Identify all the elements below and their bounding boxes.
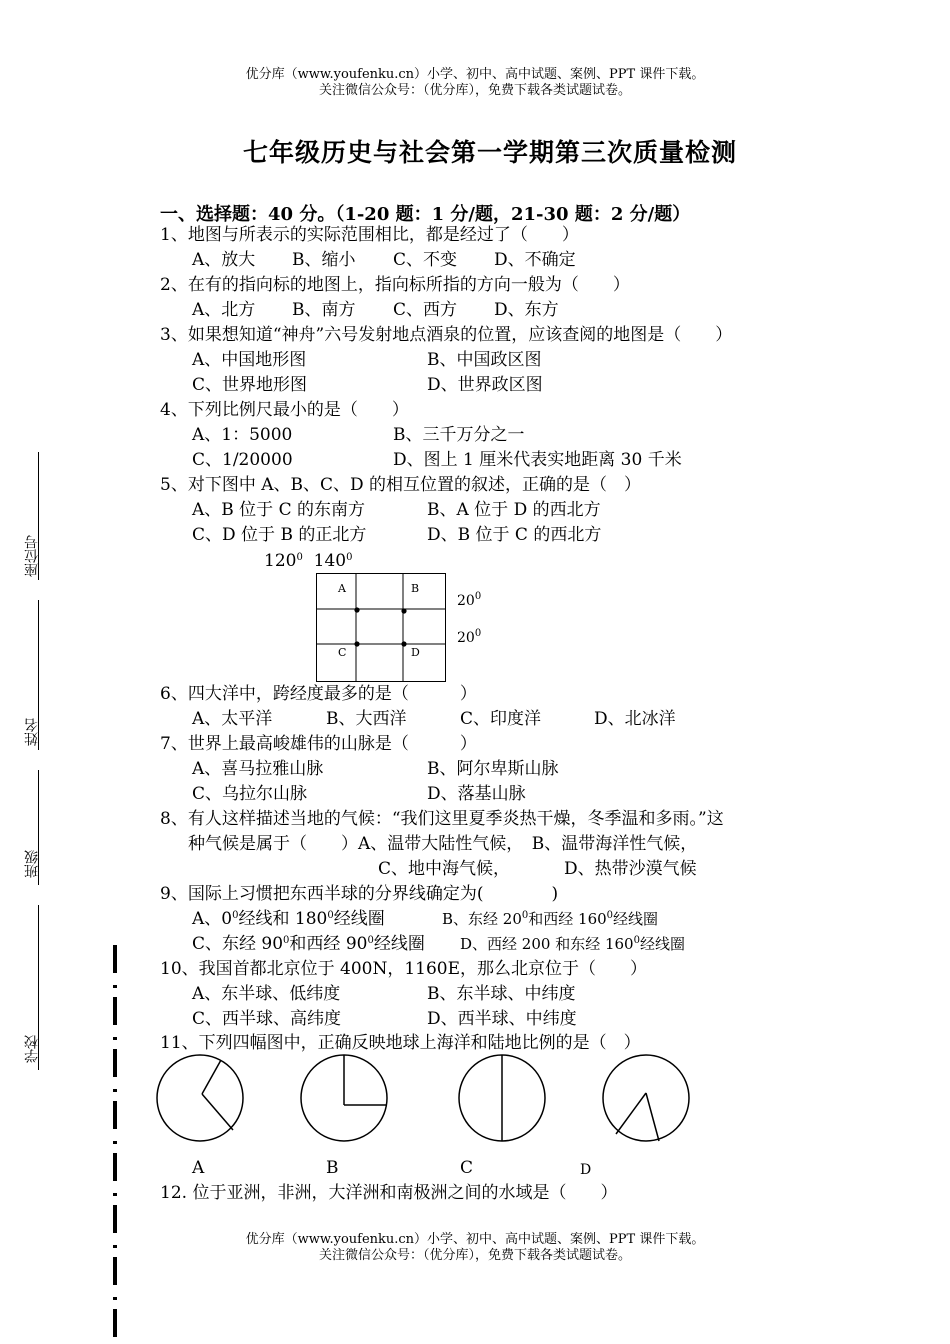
- q8-option-d: D、热带沙漠气候: [564, 859, 697, 879]
- q9-option-d: D、西经 200 和东经 $160^0$经线圈: [460, 935, 685, 953]
- name-label: 姓名: [24, 718, 40, 746]
- q4-stem: 4、下列比例尺最小的是（ ）: [160, 400, 409, 420]
- q1-stem: 1、地图与所表示的实际范围相比，都是经过了（ ）: [160, 225, 579, 245]
- q10-option-d: D、西半球、中纬度: [427, 1009, 577, 1029]
- page-title: 七年级历史与社会第一学期第三次质量检测: [242, 138, 737, 167]
- q6-option-d: D、北冰洋: [594, 709, 676, 729]
- q5-option-b: B、A 位于 D 的西北方: [427, 500, 601, 520]
- q9-option-b: B、东经 $20^0$和西经 $160^0$经线圈: [442, 910, 659, 928]
- pie-b: [300, 1054, 390, 1144]
- seat-label: 座位号: [24, 535, 40, 577]
- lon-120: 120: [264, 551, 297, 571]
- q11-stem: 11、下列四幅图中，正确反映地球上海洋和陆地比例的是（ ）: [160, 1033, 641, 1053]
- q9-option-c: C、东经 $90^0$和西经 $90^0$经线圈: [192, 934, 425, 954]
- q4-option-c: C、1/20000: [192, 450, 293, 470]
- point-b: [401, 608, 406, 613]
- q3-option-c: C、世界地形图: [192, 375, 308, 395]
- footer-line-1: 优分库（www.youfenku.cn）小学、初中、高中试题、案例、PPT 课件下载。: [245, 1232, 705, 1247]
- pie-a: [156, 1054, 246, 1144]
- section-heading: 一、选择题：40 分。（1-20 题：1 分/题，21-30 题：2 分/题）: [160, 204, 691, 225]
- pie-d: [602, 1054, 692, 1144]
- class-label: 班级: [24, 850, 40, 878]
- q9-stem: 9、国际上习惯把东西半球的分界线确定为( ): [160, 884, 559, 904]
- header-line-2: 关注微信公众号：（优分库），免费下载各类试题试卷。: [318, 83, 631, 98]
- q3-option-a: A、中国地形图: [192, 350, 307, 370]
- grid-label-c: C: [338, 646, 347, 659]
- q6-stem: 6、四大洋中，跨经度最多的是（ ）: [160, 684, 477, 704]
- q3-option-b: B、中国政区图: [427, 350, 542, 370]
- q1-option-c: C、不变: [393, 250, 458, 270]
- q5-option-c: C、D 位于 B 的正北方: [192, 525, 367, 545]
- grid-label-a: A: [338, 582, 346, 595]
- q7-option-b: B、阿尔卑斯山脉: [427, 759, 559, 779]
- lat-lon-grid: [316, 573, 446, 682]
- q1-option-d: D、不确定: [494, 250, 576, 270]
- lat-label-1: $20^0$: [457, 591, 482, 609]
- q2-option-c: C、西方: [393, 300, 458, 320]
- q2-option-b: B、南方: [292, 300, 356, 320]
- q10-option-c: C、西半球、高纬度: [192, 1009, 342, 1029]
- q7-option-a: A、喜马拉雅山脉: [192, 759, 324, 779]
- grid-frame: [317, 574, 446, 682]
- q2-option-a: A、北方: [192, 300, 256, 320]
- q7-option-c: C、乌拉尔山脉: [192, 784, 308, 804]
- q4-option-a: A、1：5000: [192, 425, 293, 445]
- q2-option-d: D、东方: [494, 300, 559, 320]
- school-label: 学校: [24, 1035, 40, 1063]
- point-c: [354, 641, 359, 646]
- q6-option-b: B、大西洋: [326, 709, 407, 729]
- q6-option-a: A、太平洋: [192, 709, 273, 729]
- point-d: [401, 641, 406, 646]
- q4-option-d: D、图上 1 厘米代表实地距离 30 千米: [393, 450, 682, 470]
- grid-longitude-labels: [264, 550, 352, 572]
- cut-line: [113, 945, 117, 1344]
- pie-label-a: A: [192, 1158, 205, 1178]
- grid-label-b: B: [411, 582, 420, 595]
- q3-stem: 3、如果想知道“神舟”六号发射地点酒泉的位置，应该查阅的地图是（ ）: [160, 325, 733, 345]
- q8-line-2: 种气候是属于（ ）A、温带大陆性气候， B、温带海洋性气候，: [188, 834, 698, 854]
- q1-option-b: B、缩小: [292, 250, 356, 270]
- lat-label-2: $20^0$: [457, 628, 482, 646]
- q2-stem: 2、在有的指向标的地图上，指向标所指的方向一般为（ ）: [160, 275, 630, 295]
- q7-stem: 7、世界上最高峻雄伟的山脉是（ ）: [160, 734, 477, 754]
- q10-stem: 10、我国首都北京位于 400N，1160E，那么北京位于（ ）: [160, 959, 648, 979]
- lon-120-deg: 0: [296, 552, 303, 563]
- grid-label-d: D: [411, 646, 420, 659]
- q4-option-b: B、三千万分之一: [393, 425, 525, 445]
- pie-label-b: B: [326, 1158, 339, 1178]
- q6-option-c: C、印度洋: [460, 709, 542, 729]
- q12-stem: 12. 位于亚洲，非洲，大洋洲和南极洲之间的水域是（ ）: [160, 1183, 618, 1203]
- q8-option-c: C、地中海气候，: [378, 859, 511, 879]
- pie-label-c: C: [460, 1158, 474, 1178]
- point-a: [354, 607, 359, 612]
- q5-option-d: D、B 位于 C 的西北方: [427, 525, 602, 545]
- q5-option-a: A、B 位于 C 的东南方: [192, 500, 365, 520]
- pie-label-d: D: [580, 1162, 592, 1178]
- q7-option-d: D、落基山脉: [427, 784, 526, 804]
- q3-option-d: D、世界政区图: [427, 375, 543, 395]
- header-line-1: 优分库（www.youfenku.cn）小学、初中、高中试题、案例、PPT 课件下载。: [245, 67, 705, 82]
- q5-stem: 5、对下图中 A、B、C、D 的相互位置的叙述，正确的是（ ）: [160, 475, 642, 495]
- lon-140: 140: [313, 551, 347, 571]
- q10-option-b: B、东半球、中纬度: [427, 984, 576, 1004]
- pie-c: [458, 1054, 548, 1144]
- q9-option-a: A、$0^0$经线和 $180^0$经线圈: [192, 909, 385, 929]
- footer-line-2: 关注微信公众号：（优分库），免费下载各类试题试卷。: [318, 1248, 631, 1263]
- lon-140-deg: 0: [346, 552, 353, 563]
- q10-option-a: A、东半球、低纬度: [192, 984, 341, 1004]
- q1-option-a: A、放大: [192, 250, 256, 270]
- q8-stem: 8、有人这样描述当地的气候：“我们这里夏季炎热干燥，冬季温和多雨。”这: [160, 809, 724, 829]
